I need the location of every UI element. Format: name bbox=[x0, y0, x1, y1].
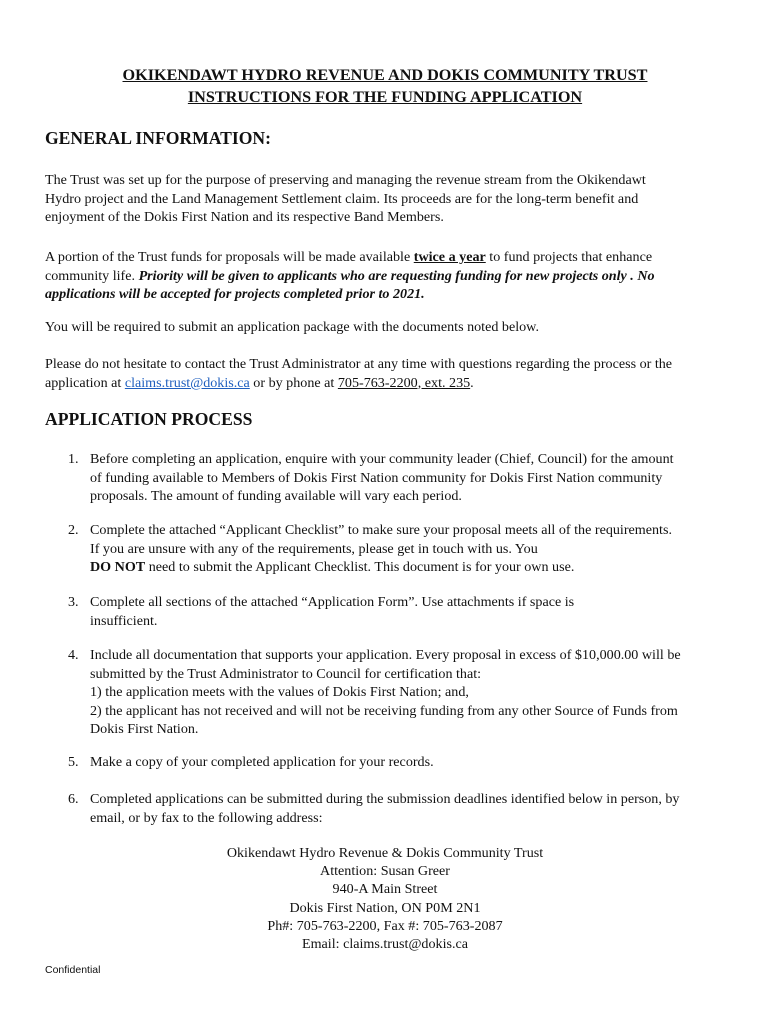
process-step-4 bbox=[68, 646, 738, 739]
step-number: 4. bbox=[68, 647, 79, 663]
text-run: application at bbox=[45, 374, 125, 391]
text-line bbox=[90, 558, 738, 577]
text-run: community life. bbox=[45, 267, 139, 284]
text-line: Make a copy of your completed application for your records. bbox=[90, 754, 434, 770]
text-line: 1) the application meets with the values of Dokis First Nation; and, bbox=[90, 684, 469, 700]
address-line: Okikendawt Hydro Revenue & Dokis Community Trust bbox=[226, 845, 544, 861]
process-step-6 bbox=[68, 790, 738, 827]
document-title bbox=[40, 64, 730, 108]
twice-a-year-emphasis: twice a year bbox=[413, 249, 486, 265]
text-line: If you are unsure with any of the requirements, please get in touch with us. You bbox=[90, 540, 538, 557]
title-line-1: OKIKENDAWT HYDRO REVENUE AND DOKIS COMMUNITY TRUST bbox=[122, 66, 648, 84]
text-line: Before completing an application, enquire with your community leader (Chief, Council) for the amount bbox=[90, 451, 674, 467]
priority-notice: Priority will be given to applicants who are requesting funding for new projects only . No bbox=[138, 267, 655, 284]
general-paragraph-1 bbox=[45, 171, 737, 227]
address-line: 940-A Main Street bbox=[332, 881, 438, 898]
application-process-heading: APPLICATION PROCESS bbox=[45, 409, 253, 429]
confidential-footer: Confidential bbox=[45, 964, 101, 976]
text-line: Completed applications can be submitted during the submission deadlines identified below in person, by bbox=[90, 791, 680, 807]
text-line: proposals. The amount of funding available will vary each period. bbox=[90, 488, 462, 504]
deadline-notice: applications will be accepted for projects completed prior to 2021. bbox=[45, 286, 425, 302]
process-step-2 bbox=[68, 521, 738, 577]
text-line bbox=[45, 374, 737, 393]
text-run: need to submit the Applicant Checklist. This document is for your own use. bbox=[145, 559, 575, 575]
text-line: Please do not hesitate to contact the Trust Administrator at any time with questions regarding the process or the bbox=[45, 356, 673, 372]
phone-number: 705-763-2200, ext. 235 bbox=[337, 374, 471, 391]
general-paragraph-3: You will be required to submit an application package with the documents noted below. bbox=[45, 319, 539, 335]
do-not-emphasis: DO NOT bbox=[90, 559, 146, 575]
text-line: email, or by fax to the following address: bbox=[90, 809, 323, 826]
address-line: Attention: Susan Greer bbox=[320, 863, 450, 880]
step-number: 5. bbox=[68, 754, 79, 770]
address-line: Email: claims.trust@dokis.ca bbox=[301, 936, 469, 953]
text-line: of funding available to Members of Dokis First Nation community for Dokis First Nation community bbox=[90, 469, 663, 486]
process-step-5 bbox=[68, 753, 738, 772]
address-line: Ph#: 705-763-2200, Fax #: 705-763-2087 bbox=[267, 917, 503, 934]
title-line-2: INSTRUCTIONS FOR THE FUNDING APPLICATION bbox=[187, 88, 583, 106]
text-run: or by phone at bbox=[249, 374, 338, 391]
general-paragraph-2 bbox=[45, 248, 737, 304]
text-line: insufficient. bbox=[90, 612, 158, 629]
mailing-address-block bbox=[40, 844, 730, 953]
step-number: 3. bbox=[68, 594, 79, 610]
email-link[interactable]: claims.trust@dokis.ca bbox=[124, 374, 250, 391]
step-number: 6. bbox=[68, 791, 79, 807]
text-line: 2) the applicant has not received and will not be receiving funding from any other Source of Funds from bbox=[90, 702, 678, 719]
text-line: Include all documentation that supports your application. Every proposal in excess of $10,000.00 will be bbox=[90, 647, 681, 663]
general-information-heading: GENERAL INFORMATION: bbox=[45, 128, 271, 148]
general-paragraph-4 bbox=[45, 355, 737, 392]
text-run: A portion of the Trust funds for proposals will be made available bbox=[45, 249, 414, 265]
text-line: Hydro project and the Land Management Settlement claim. Its proceeds are for the long-term benefit and bbox=[45, 190, 639, 207]
process-step-3 bbox=[68, 593, 738, 630]
text-line: Complete all sections of the attached “Application Form”. Use attachments if space is bbox=[90, 594, 575, 610]
text-line: Dokis First Nation. bbox=[90, 721, 199, 737]
text-line bbox=[45, 248, 737, 267]
address-line: Dokis First Nation, ON P0M 2N1 bbox=[289, 899, 481, 916]
process-step-1 bbox=[68, 450, 738, 506]
step-number: 2. bbox=[68, 522, 79, 538]
step-number: 1. bbox=[68, 451, 79, 467]
text-line bbox=[45, 267, 737, 286]
text-line: Complete the attached “Applicant Checklist” to make sure your proposal meets all of the requirements. bbox=[90, 522, 672, 538]
text-line: The Trust was set up for the purpose of preserving and managing the revenue stream from the Okikendawt bbox=[45, 172, 646, 188]
text-run: to fund projects that enhance bbox=[485, 249, 653, 265]
text-line: enjoyment of the Dokis First Nation and its respective Band Members. bbox=[45, 209, 444, 225]
text-run: . bbox=[470, 374, 474, 391]
text-line: submitted by the Trust Administrator to Council for certification that: bbox=[90, 665, 482, 682]
